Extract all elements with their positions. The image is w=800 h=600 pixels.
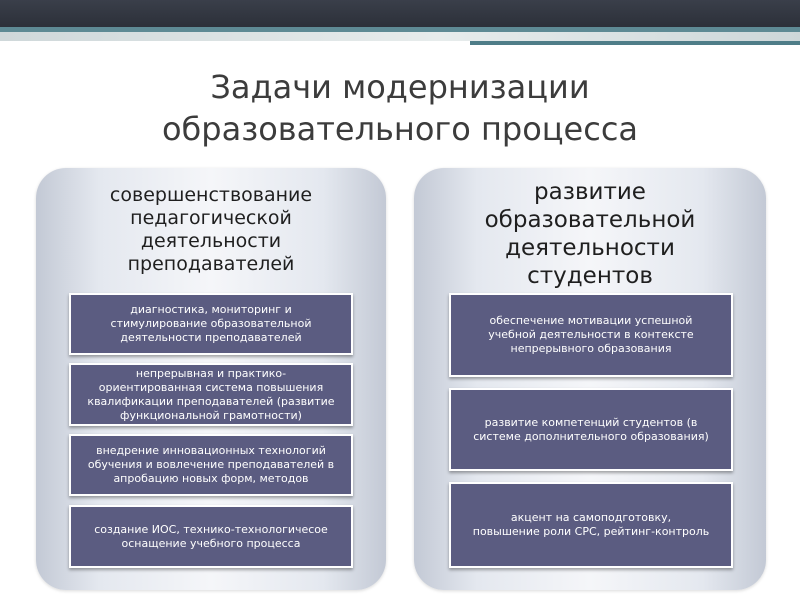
task-box: создание ИОС, технико-технологичесое оснащение учебного процесса: [69, 505, 353, 568]
header-stripe-light: [0, 32, 800, 41]
task-box: внедрение инновационных технологий обучения и вовлечение преподавателей в апробацию новых форм, методов: [69, 434, 353, 496]
task-box: обеспечение мотивации успешной учебной деятельности в контексте непрерывного образования: [449, 293, 733, 377]
header-bar: [0, 0, 800, 27]
column-heading: развитие образовательной деятельности студентов: [484, 179, 696, 289]
column-heading: совершенствование педагогической деятельности преподавателей: [109, 184, 313, 275]
task-box: диагностика, мониторинг и стимулирование образовательной деятельности преподавателей: [69, 293, 353, 355]
column-teachers: [36, 168, 386, 590]
slide-title: Задачи модернизации образовательного процесса: [161, 68, 639, 148]
header-stripe-accent: [470, 41, 800, 45]
task-box: развитие компетенций студентов (в системе дополнительного образования): [449, 388, 733, 471]
task-box: акцент на самоподготовку, повышение роли СРС, рейтинг-контроль: [449, 482, 733, 568]
column-students: [414, 168, 766, 590]
task-box: непрерывная и практико- ориентированная система повышения квалификации преподавателей (развитие функциональной грамотности): [69, 363, 353, 426]
